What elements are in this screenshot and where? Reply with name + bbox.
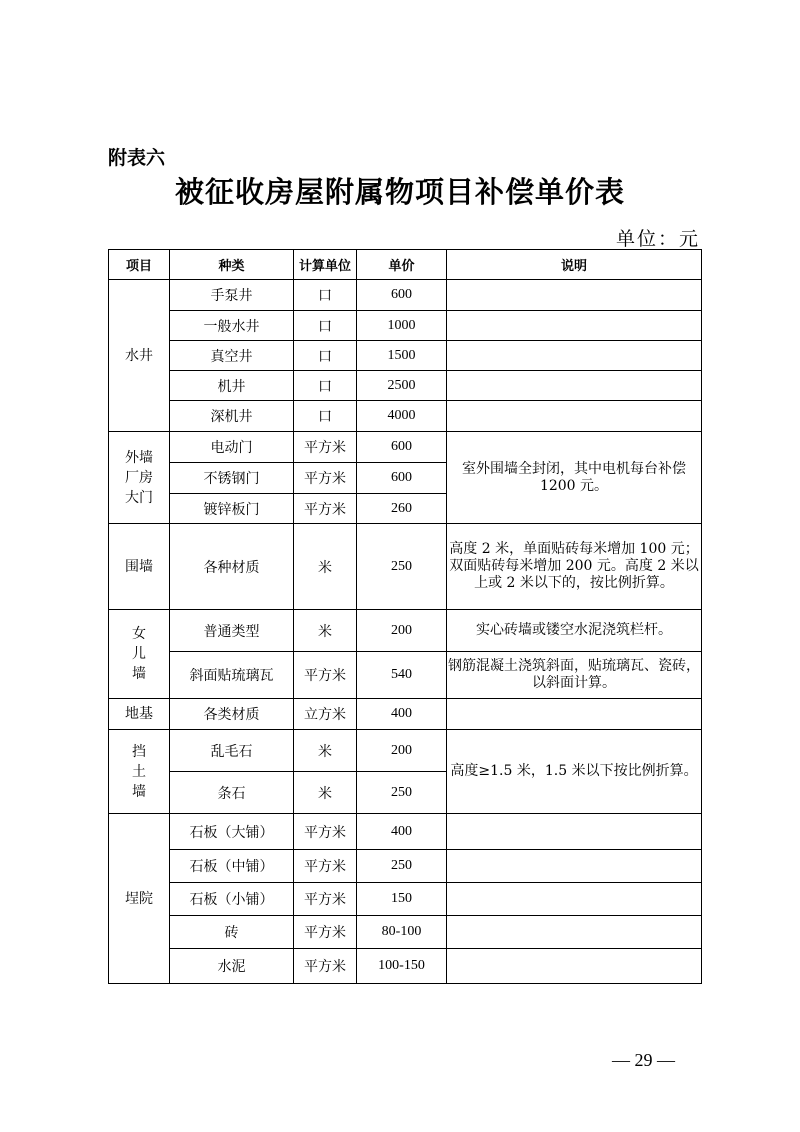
header-item: 项目 bbox=[109, 250, 170, 280]
table-row bbox=[109, 850, 702, 883]
table-row bbox=[109, 432, 702, 463]
category-retaining-wall: 挡土墙 bbox=[109, 730, 170, 814]
type-cell: 电动门 bbox=[170, 432, 294, 463]
category-yard: 埕院 bbox=[109, 814, 170, 984]
header-price: 单价 bbox=[357, 250, 447, 280]
price-cell: 200 bbox=[357, 730, 447, 772]
table-row bbox=[109, 341, 702, 371]
unit-cell: 平方米 bbox=[294, 916, 357, 949]
price-cell: 260 bbox=[357, 494, 447, 524]
table-row bbox=[109, 280, 702, 311]
price-cell: 100-150 bbox=[357, 949, 447, 984]
unit-label: 单位：元 bbox=[615, 228, 700, 250]
unit-cell: 米 bbox=[294, 524, 357, 610]
unit-cell: 平方米 bbox=[294, 814, 357, 850]
note-cell bbox=[447, 371, 702, 401]
type-cell: 真空井 bbox=[170, 341, 294, 371]
type-cell: 斜面贴琉璃瓦 bbox=[170, 652, 294, 699]
category-foundation: 地基 bbox=[109, 699, 170, 730]
note-cell-retaining-wall: 高度≥1.5 米，1.5 米以下按比例折算。 bbox=[447, 730, 702, 814]
unit-cell: 口 bbox=[294, 341, 357, 371]
unit-cell: 平方米 bbox=[294, 463, 357, 494]
price-cell: 400 bbox=[357, 699, 447, 730]
unit-cell: 平方米 bbox=[294, 883, 357, 916]
price-cell: 2500 bbox=[357, 371, 447, 401]
type-cell: 乱毛石 bbox=[170, 730, 294, 772]
compensation-price-table bbox=[108, 249, 702, 984]
unit-cell: 立方米 bbox=[294, 699, 357, 730]
page-title: 被征收房屋附属物项目补偿单价表 bbox=[174, 175, 625, 209]
unit-cell: 米 bbox=[294, 610, 357, 652]
type-cell: 水泥 bbox=[170, 949, 294, 984]
type-cell: 石板（小铺） bbox=[170, 883, 294, 916]
unit-cell: 平方米 bbox=[294, 432, 357, 463]
table-row bbox=[109, 401, 702, 432]
type-cell: 手泵井 bbox=[170, 280, 294, 311]
type-cell: 深机井 bbox=[170, 401, 294, 432]
unit-cell: 米 bbox=[294, 730, 357, 772]
unit-cell: 平方米 bbox=[294, 652, 357, 699]
note-cell bbox=[447, 280, 702, 311]
note-cell-parapet-tile: 钢筋混凝土浇筑斜面，贴琉璃瓦、瓷砖，以斜面计算。 bbox=[447, 652, 702, 699]
note-cell-wall: 高度 2 米，单面贴砖每米增加 100 元；双面贴砖每米增加 200 元。高度 2 米以上或 2 米以下的，按比例折算。 bbox=[447, 524, 702, 610]
table-row bbox=[109, 949, 702, 984]
price-cell: 250 bbox=[357, 772, 447, 814]
unit-cell: 口 bbox=[294, 311, 357, 341]
table-row bbox=[109, 730, 702, 772]
price-cell: 540 bbox=[357, 652, 447, 699]
table-row bbox=[109, 524, 702, 610]
category-parapet: 女儿墙 bbox=[109, 610, 170, 699]
type-cell: 石板（大铺） bbox=[170, 814, 294, 850]
table-row bbox=[109, 610, 702, 652]
price-cell: 4000 bbox=[357, 401, 447, 432]
type-cell: 各类材质 bbox=[170, 699, 294, 730]
category-wall: 围墙 bbox=[109, 524, 170, 610]
type-cell: 不锈钢门 bbox=[170, 463, 294, 494]
unit-cell: 口 bbox=[294, 401, 357, 432]
price-cell: 250 bbox=[357, 850, 447, 883]
table-row bbox=[109, 311, 702, 341]
header-type: 种类 bbox=[170, 250, 294, 280]
table-row bbox=[109, 371, 702, 401]
price-cell: 80-100 bbox=[357, 916, 447, 949]
note-cell bbox=[447, 814, 702, 850]
unit-cell: 口 bbox=[294, 280, 357, 311]
price-cell: 1000 bbox=[357, 311, 447, 341]
note-cell-gate: 室外围墙全封闭，其中电机每台补偿 1200 元。 bbox=[447, 432, 702, 524]
table-row bbox=[109, 814, 702, 850]
price-cell: 150 bbox=[357, 883, 447, 916]
type-cell: 镀锌板门 bbox=[170, 494, 294, 524]
type-cell: 条石 bbox=[170, 772, 294, 814]
type-cell: 各种材质 bbox=[170, 524, 294, 610]
page-number: — 29 — bbox=[612, 1050, 675, 1070]
table-row bbox=[109, 652, 702, 699]
unit-cell: 口 bbox=[294, 371, 357, 401]
price-cell: 200 bbox=[357, 610, 447, 652]
header-note: 说明 bbox=[447, 250, 702, 280]
type-cell: 普通类型 bbox=[170, 610, 294, 652]
price-cell: 400 bbox=[357, 814, 447, 850]
note-cell bbox=[447, 916, 702, 949]
price-cell: 250 bbox=[357, 524, 447, 610]
header-unit: 计算单位 bbox=[294, 250, 357, 280]
type-cell: 一般水井 bbox=[170, 311, 294, 341]
price-cell: 1500 bbox=[357, 341, 447, 371]
price-cell: 600 bbox=[357, 463, 447, 494]
note-cell bbox=[447, 341, 702, 371]
price-cell: 600 bbox=[357, 432, 447, 463]
unit-cell: 平方米 bbox=[294, 850, 357, 883]
note-cell bbox=[447, 699, 702, 730]
note-cell bbox=[447, 401, 702, 432]
category-water-well: 水井 bbox=[109, 280, 170, 432]
price-cell: 600 bbox=[357, 280, 447, 311]
note-cell-parapet-normal: 实心砖墙或镂空水泥浇筑栏杆。 bbox=[447, 610, 702, 652]
unit-cell: 平方米 bbox=[294, 494, 357, 524]
table-header-row bbox=[109, 250, 702, 280]
note-cell bbox=[447, 883, 702, 916]
type-cell: 石板（中铺） bbox=[170, 850, 294, 883]
table-row bbox=[109, 883, 702, 916]
note-cell bbox=[447, 311, 702, 341]
note-cell bbox=[447, 949, 702, 984]
type-cell: 砖 bbox=[170, 916, 294, 949]
appendix-label: 附表六 bbox=[108, 147, 166, 169]
unit-cell: 米 bbox=[294, 772, 357, 814]
unit-cell: 平方米 bbox=[294, 949, 357, 984]
note-cell bbox=[447, 850, 702, 883]
type-cell: 机井 bbox=[170, 371, 294, 401]
category-gate: 外墙厂房大门 bbox=[109, 432, 170, 524]
table-row bbox=[109, 916, 702, 949]
table-row bbox=[109, 699, 702, 730]
